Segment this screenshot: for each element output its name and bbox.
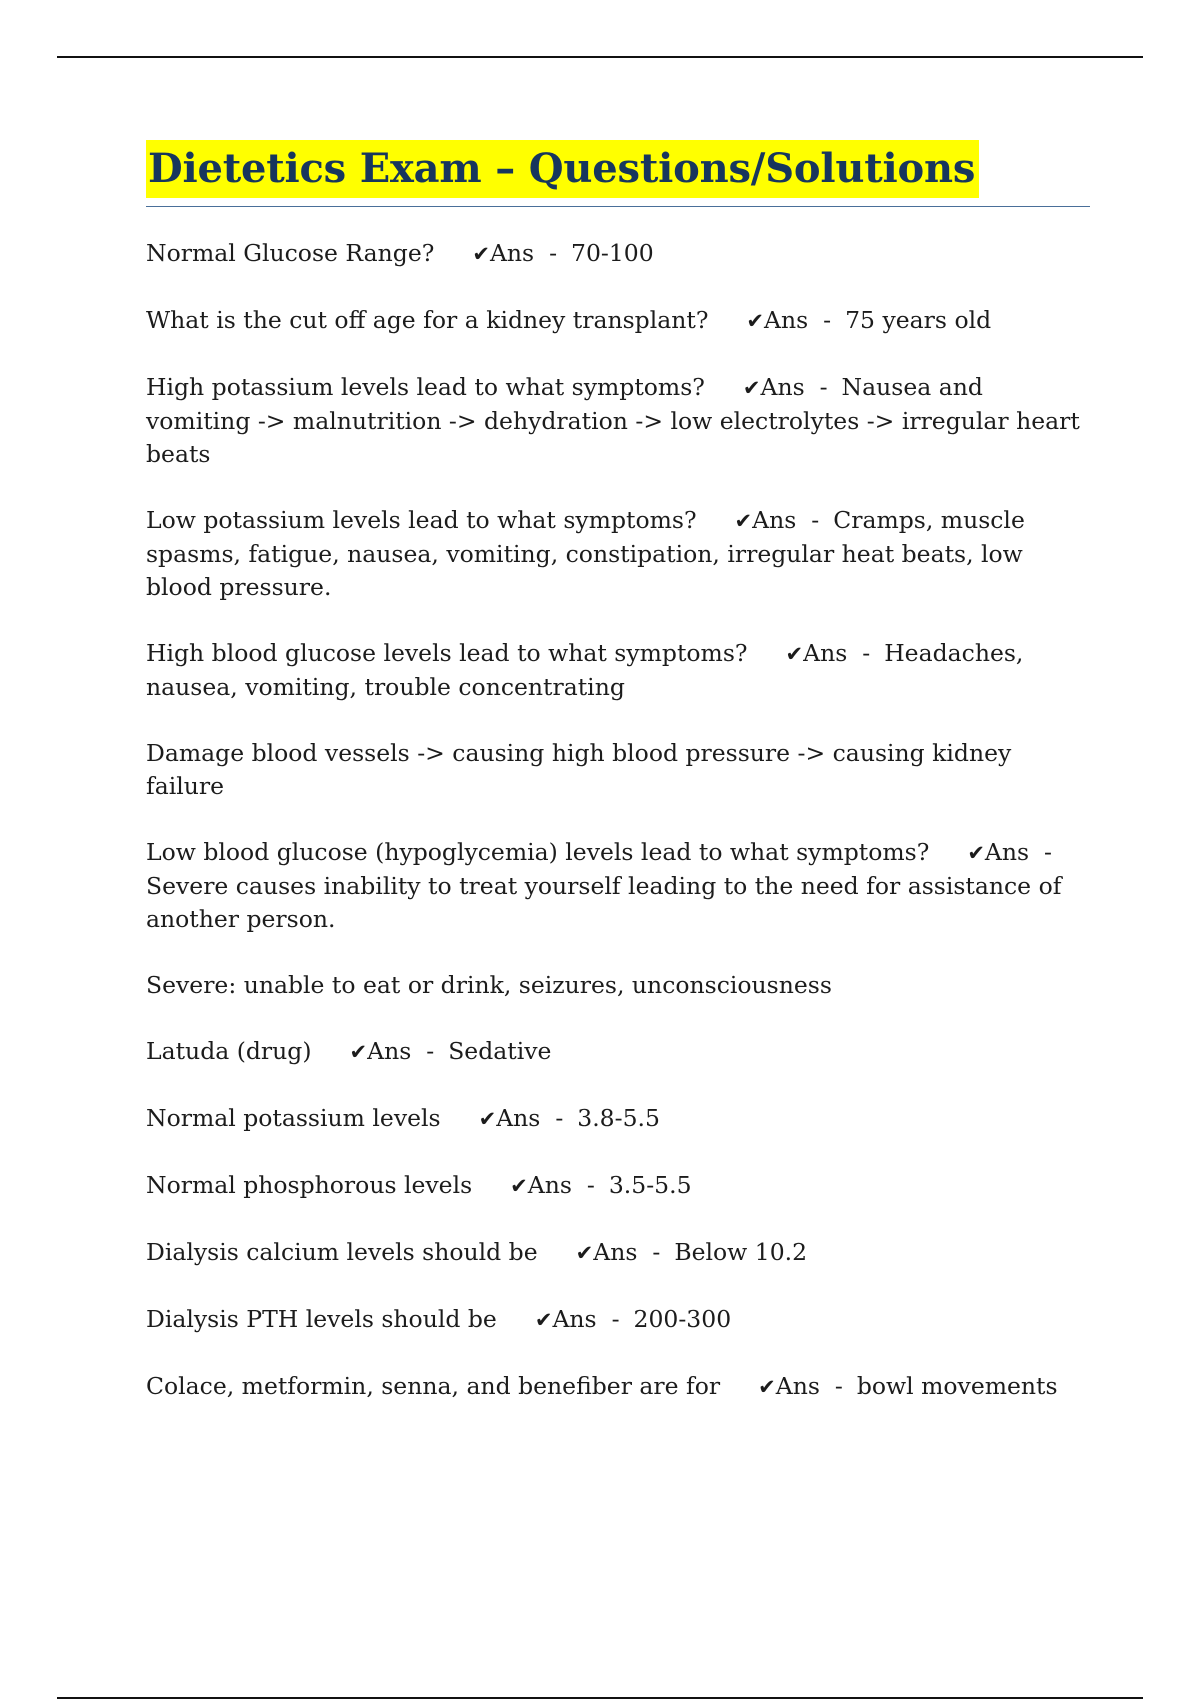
- answer-label: Ans: [496, 1104, 541, 1132]
- answer-separator: -: [549, 239, 558, 267]
- question-text: Normal phosphorous levels: [146, 1171, 473, 1199]
- answer-separator: -: [586, 1171, 595, 1199]
- question-text: Dialysis PTH levels should be: [146, 1305, 497, 1333]
- answer-label: Ans: [527, 1171, 572, 1199]
- checkmark-icon: ✔: [510, 1174, 528, 1198]
- answer-label: Ans: [367, 1037, 412, 1065]
- document-body: [146, 140, 1090, 1437]
- answer-text: 3.8-5.5: [577, 1104, 660, 1132]
- answer-label: Ans: [760, 373, 805, 401]
- question-text: Normal Glucose Range?: [146, 239, 435, 267]
- answer-separator: -: [652, 1238, 661, 1266]
- answer-separator: -: [1044, 838, 1052, 866]
- answer-label: Ans: [552, 1305, 597, 1333]
- answer-text: Severe causes inability to treat yourself leading to the need for assistance of another person.: [146, 872, 1062, 933]
- answer-label: Ans: [752, 506, 797, 534]
- checkmark-icon: ✔: [349, 1040, 368, 1064]
- answer-text: 200-300: [633, 1305, 732, 1333]
- question-text: High potassium levels lead to what symptoms?: [146, 373, 705, 401]
- answer-text: Headaches, nausea, vomiting, trouble concentrating: [146, 639, 1024, 701]
- qa-item: [146, 836, 1090, 936]
- qa-item: [146, 1102, 1090, 1136]
- checkmark-icon: ✔: [534, 1308, 553, 1332]
- checkmark-icon: ✔: [734, 509, 753, 533]
- checkmark-icon: ✔: [742, 376, 761, 400]
- title-block: [146, 140, 1090, 207]
- answer-label: Ans: [803, 639, 848, 667]
- answer-text: 3.5-5.5: [608, 1171, 692, 1199]
- question-text: Dialysis calcium levels should be: [146, 1238, 538, 1266]
- answer-separator: -: [862, 639, 871, 667]
- answer-separator: -: [811, 506, 820, 534]
- footer-rule: [57, 1697, 1143, 1699]
- answer-separator: -: [426, 1037, 435, 1065]
- question-text: What is the cut off age for a kidney transplant?: [146, 306, 709, 334]
- answer-label: Ans: [593, 1238, 638, 1266]
- answer-label: Ans: [489, 239, 535, 267]
- qa-item: [146, 237, 1090, 271]
- answer-separator: -: [555, 1104, 564, 1132]
- note-paragraph: Damage blood vessels -> causing high blood pressure -> causing kidney failure: [146, 739, 1012, 800]
- answer-text: 70-100: [571, 239, 654, 267]
- checkmark-icon: ✔: [785, 642, 804, 666]
- answer-text: 75 years old: [845, 306, 992, 334]
- checkmark-icon: ✔: [472, 242, 490, 266]
- answer-text: Cramps, muscle spasms, fatigue, nausea, vomiting, constipation, irregular heat beats, low blood pressure.: [146, 506, 1025, 601]
- question-text: Colace, metformin, senna, and benefiber are for: [146, 1372, 721, 1400]
- checkmark-icon: ✔: [967, 841, 985, 865]
- question-text: High blood glucose levels lead to what symptoms?: [146, 639, 748, 667]
- answer-text: Below 10.2: [674, 1238, 808, 1266]
- qa-item: [146, 1303, 1090, 1337]
- qa-item: [146, 304, 1090, 338]
- answer-text: Sedative: [448, 1037, 552, 1065]
- checkmark-icon: ✔: [575, 1241, 594, 1265]
- answer-text: Nausea and vomiting -> malnutrition -> dehydration -> low electrolytes -> irregular heart beats: [146, 373, 1080, 468]
- checkmark-icon: ✔: [746, 309, 765, 333]
- note-paragraph: Severe: unable to eat or drink, seizures, unconsciousness: [146, 971, 832, 999]
- qa-item: [146, 504, 1090, 604]
- answer-text: bowl movements: [856, 1372, 1058, 1400]
- checkmark-icon: ✔: [758, 1375, 776, 1399]
- answer-label: Ans: [764, 306, 809, 334]
- question-text: Low potassium levels lead to what symptoms?: [146, 506, 697, 534]
- answer-separator: -: [611, 1305, 620, 1333]
- document-title: Dietetics Exam – Questions/Solutions: [146, 140, 979, 198]
- answer-separator: -: [819, 373, 828, 401]
- qa-item: [146, 1169, 1090, 1203]
- question-text: Latuda (drug): [146, 1037, 312, 1065]
- header-rule: [57, 56, 1143, 58]
- checkmark-icon: ✔: [478, 1107, 497, 1131]
- answer-label: Ans: [984, 838, 1030, 866]
- qa-item: [146, 371, 1090, 471]
- qa-item: [146, 1035, 1090, 1069]
- answer-separator: -: [834, 1372, 843, 1400]
- answer-separator: -: [823, 306, 832, 334]
- question-text: Normal potassium levels: [146, 1104, 441, 1132]
- qa-item: [146, 1370, 1090, 1404]
- qa-item: [146, 637, 1090, 704]
- question-text: Low blood glucose (hypoglycemia) levels lead to what symptoms?: [146, 838, 930, 866]
- answer-label: Ans: [775, 1372, 820, 1400]
- qa-item: [146, 1236, 1090, 1270]
